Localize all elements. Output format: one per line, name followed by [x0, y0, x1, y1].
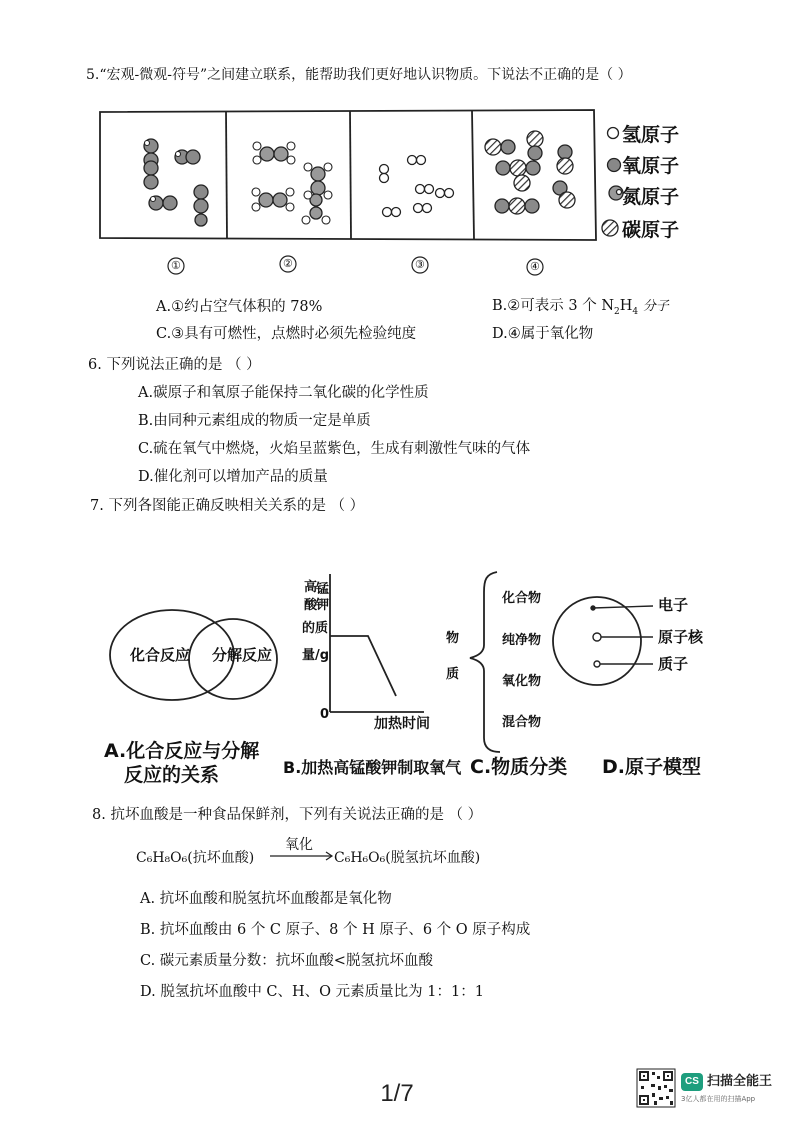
q6-option-d: D.催化剂可以增加产品的质量: [138, 469, 328, 485]
q8-option-b: B. 抗坏血酸由 6 个 C 原子、8 个 H 原子、6 个 O 原子构成: [140, 922, 531, 938]
q5-stem: 5.“宏观-微观-符号”之间建立联系，能帮助我们更好地认识物质。下说法不正确的是（ ）: [86, 67, 632, 83]
fig-c-item-3: 氧化物: [502, 674, 542, 689]
fig-b-ylabel-3: 酸: [304, 598, 318, 613]
q6-option-b: B.由同种元素组成的物质一定是单质: [138, 413, 371, 429]
fig-d-proton: 质子: [658, 655, 689, 673]
box-label-1: ①: [171, 259, 181, 272]
legend-carbon: 碳原子: [622, 219, 680, 241]
legend-oxygen: 氧原子: [622, 155, 680, 177]
q7-stem: 7. 下列各图能正确反映相关关系的是 （ ）: [90, 498, 365, 514]
fig-d-electron: 电子: [658, 596, 689, 614]
fig-b-origin: 0: [320, 707, 330, 722]
page-number: 1/7: [380, 1080, 414, 1107]
q6-stem: 6. 下列说法正确的是 （ ）: [88, 357, 261, 373]
fig-c-caption: C.物质分类: [470, 756, 568, 778]
box-label-3: ③: [415, 258, 425, 271]
fig-c-item-2: 纯净物: [502, 633, 542, 648]
fig-b-ylabel-4: 钾: [316, 598, 330, 613]
fig-b-ylabel-6: 量/g: [302, 648, 330, 663]
fig-b-caption: B.加热高锰酸钾制取氧气: [283, 758, 462, 777]
q8-stem: 8. 抗坏血酸是一种食品保鲜剂，下列有关说法正确的是 （ ）: [92, 807, 483, 823]
fig-c-item-1: 化合物: [502, 591, 542, 606]
fig-d-caption: D.原子模型: [602, 756, 701, 778]
q5-option-c: C.③具有可燃性，点燃时必须先检验纯度: [156, 326, 417, 342]
legend-nitrogen: 氮原子: [622, 186, 680, 208]
fig-a-right-label: 分解反应: [212, 646, 273, 664]
box-label-4: ④: [530, 260, 540, 273]
fig-b-ylabel-2: 锰: [316, 582, 330, 597]
q8-equation-arrow-label: 氧化: [285, 837, 313, 853]
fig-a-left-label: 化合反应: [130, 646, 191, 664]
fig-b-xlabel: 加热时间: [374, 716, 430, 732]
q5-option-d: D.④属于氧化物: [492, 326, 594, 342]
fig-d-nucleus: 原子核: [658, 628, 704, 646]
fig-a-caption: A.化合反应与分解: [104, 740, 260, 762]
fig-b-ylabel-5: 的质: [302, 621, 329, 636]
q6-option-a: A.碳原子和氧原子能保持二氧化碳的化学性质: [138, 385, 429, 401]
fig-b-ylabel-1: 高: [304, 580, 318, 595]
fig-c-left-2: 质: [446, 667, 460, 682]
fig-a-caption-2: 反应的关系: [124, 764, 220, 786]
q8-option-a: A. 抗坏血酸和脱氢抗坏血酸都是氧化物: [140, 891, 392, 907]
q5-option-b: B.②可表示 3 个 $N_2H_4$ 分子: [492, 298, 669, 317]
q6-option-c: C.硫在氧气中燃烧，火焰呈蓝紫色，生成有刺激性气味的气体: [138, 441, 531, 457]
legend-hydrogen: 氢原子: [622, 124, 680, 146]
q8-equation-left: C₆H₈O₆(抗坏血酸): [136, 850, 255, 866]
q5-option-a: A.①约占空气体积的 78%: [156, 299, 323, 315]
brand-name: 扫描全能王: [707, 1074, 773, 1089]
q8-option-c: C. 碳元素质量分数：抗坏血酸<脱氢抗坏血酸: [140, 953, 433, 969]
q8-option-d: D. 脱氢抗坏血酸中 C、H、O 元素质量比为 1：1：1: [140, 984, 484, 1000]
box-label-2: ②: [283, 257, 293, 270]
app-badge: CS: [681, 1073, 703, 1091]
fig-c-left-1: 物: [446, 631, 460, 646]
brand-subtitle: 3亿人都在用的扫描App: [681, 1095, 756, 1103]
fig-c-item-4: 混合物: [502, 715, 542, 730]
q8-equation-right: C₆H₆O₆(脱氢抗坏血酸): [334, 850, 481, 866]
